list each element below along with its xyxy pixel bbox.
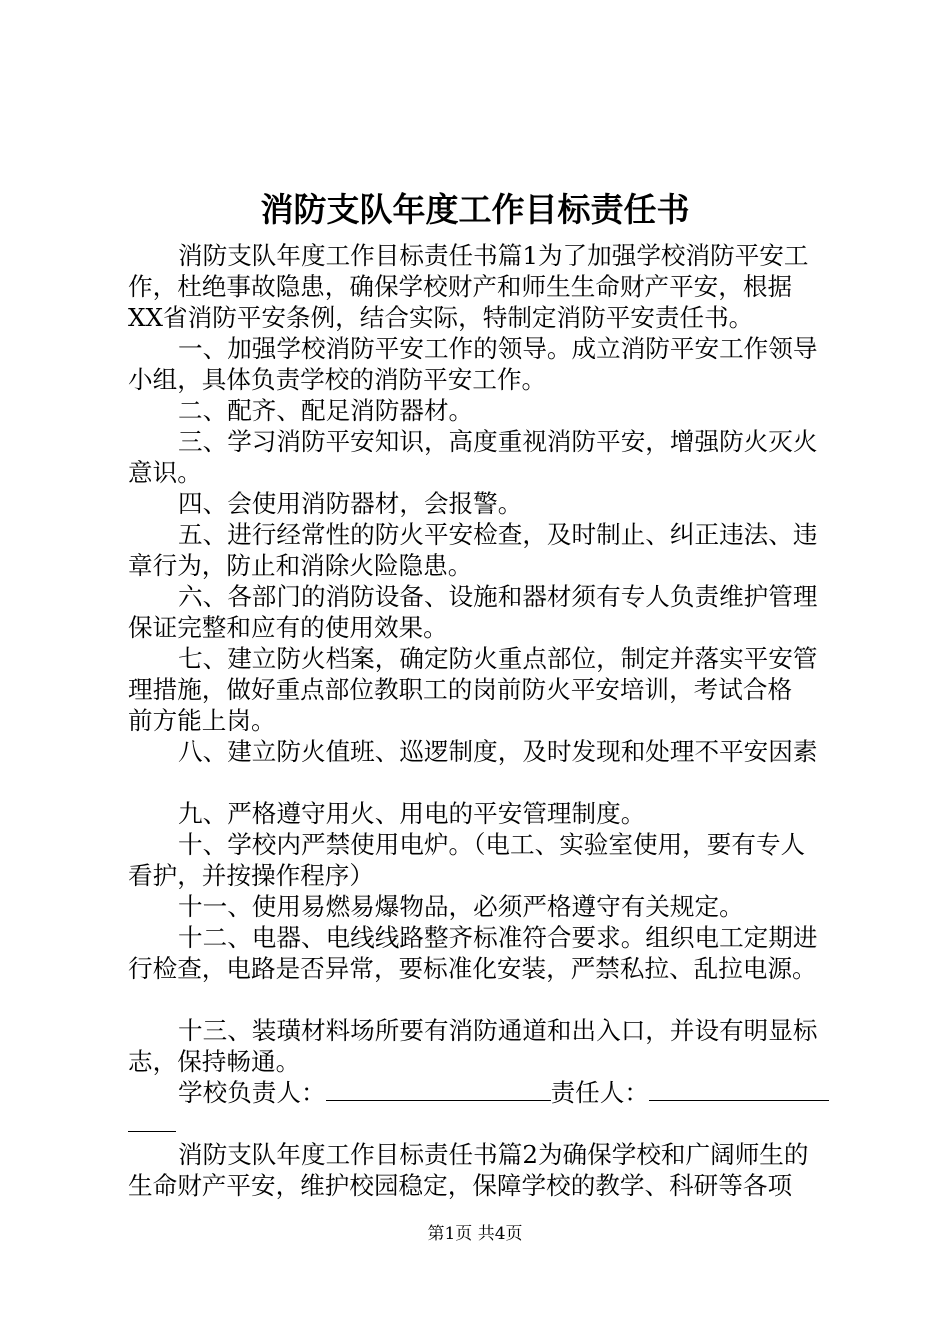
paragraph-line: 十、学校内严禁使用电炉。（电工、实验室使用，要有专人 (178, 830, 806, 859)
paragraph-gap (128, 767, 833, 798)
paragraph-line: 六、各部门的消防设备、设施和器材须有专人负责维护管理 (178, 582, 818, 611)
paragraph-line: 五、进行经常性的防火平安检查，及时制止、纠正违法、违 (178, 520, 818, 549)
paragraph-line: 十三、装璜材料场所要有消防通道和出入口，并设有明显标 (178, 1016, 818, 1045)
paragraph-line: 三、学习消防平安知识，高度重视消防平安，增强防火灭火 (178, 427, 818, 456)
signature-line (128, 1077, 833, 1108)
document-body (128, 240, 833, 1201)
paragraph-line: 十二、电器、电线线路整齐标准符合要求。组织电工定期进 (178, 923, 818, 952)
paragraph-line: 志，保持畅通。 (128, 1047, 301, 1076)
paragraph-line: 行检查，电路是否异常，要标准化安装，严禁私拉、乱拉电源。 (128, 954, 817, 983)
paragraph-line: 一、加强学校消防平安工作的领导。成立消防平安工作领导 (178, 334, 818, 363)
paragraph-line: 十一、使用易燃易爆物品，必须严格遵守有关规定。 (178, 892, 744, 921)
paragraph-line: 意识。 (128, 458, 202, 487)
paragraph-line: 看护，并按操作程序） (128, 861, 374, 890)
paragraph-line: 小组，具体负责学校的消防平安工作。 (128, 365, 547, 394)
paragraph-line: 作，杜绝事故隐患，确保学校财产和师生生命财产平安，根据 (128, 272, 793, 301)
responsible-person-blank-continued (128, 1109, 176, 1132)
paragraph-line: 生命财产平安，维护校园稳定，保障学校的教学、科研等各项 (128, 1171, 793, 1200)
paragraph-line: 八、建立防火值班、巡逻制度，及时发现和处理不平安因素 (178, 737, 818, 766)
paragraph-line: 保证完整和应有的使用效果。 (128, 613, 448, 642)
paragraph-line: 消防支队年度工作目标责任书篇1为了加强学校消防平安工 (178, 241, 809, 270)
paragraph-line: 理措施，做好重点部位教职工的岗前防火平安培训，考试合格 (128, 675, 793, 704)
paragraph-line: XX省消防平安条例，结合实际，特制定消防平安责任书。 (128, 303, 754, 332)
paragraph-line: 前方能上岗。 (128, 706, 276, 735)
paragraph-gap (128, 984, 833, 1015)
paragraph-line: 二、配齐、配足消防器材。 (178, 396, 474, 425)
signature-continuation (128, 1108, 833, 1139)
document-title: 消防支队年度工作目标责任书 (260, 190, 690, 229)
school-leader-blank (326, 1078, 551, 1101)
paragraph-line: 消防支队年度工作目标责任书篇2为确保学校和广阔师生的 (178, 1140, 809, 1169)
page-number-footer: 第1页 共4页 (427, 1224, 523, 1244)
paragraph-line: 章行为，防止和消除火险隐患。 (128, 551, 473, 580)
paragraph-line: 七、建立防火档案，确定防火重点部位，制定并落实平安管 (178, 644, 818, 673)
responsible-person-blank (649, 1078, 829, 1101)
paragraph-line: 四、会使用消防器材，会报警。 (178, 489, 523, 518)
paragraph-line: 九、严格遵守用火、用电的平安管理制度。 (178, 799, 646, 828)
responsible-person-label: 责任人： (550, 1078, 649, 1107)
school-leader-label: 学校负责人： (178, 1078, 326, 1107)
